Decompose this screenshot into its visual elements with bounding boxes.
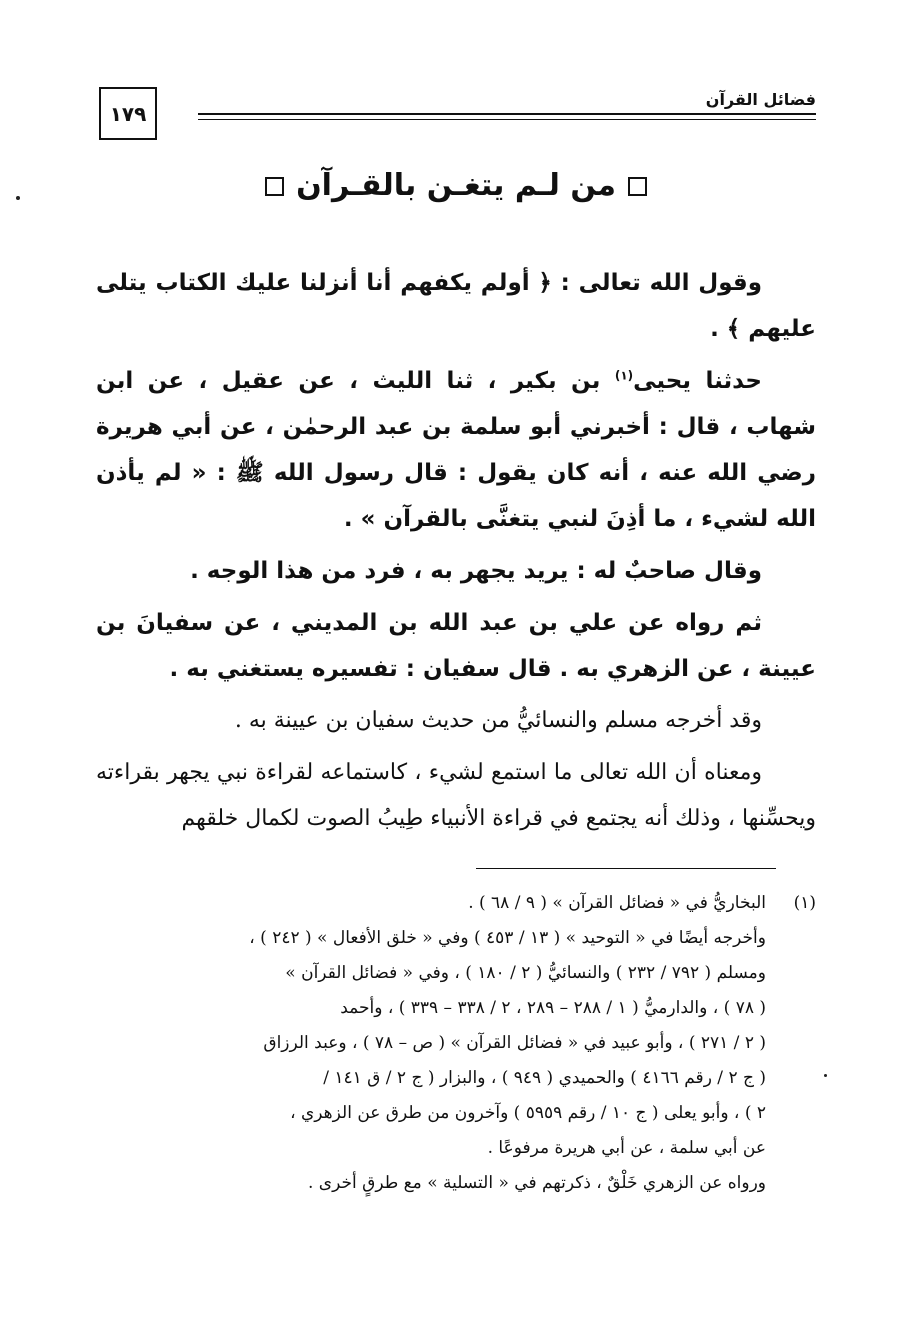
page-header — [96, 80, 816, 146]
chapter-heading — [96, 168, 816, 203]
footnote-line: عن أبي سلمة ، عن أبي هريرة مرفوعًا . — [487, 1138, 766, 1158]
page-number-box — [99, 87, 157, 140]
paragraph-meaning: ومعناه أن الله تعالى ما استمع لشيء ، كاستماعه لقراءة نبي يجهر بقراءته ويحسِّنها ، وذلك أنه يجتمع في قراءة الأنبياء طِيبُ الصوت لكمال خلقهم — [96, 760, 816, 831]
footnote-separator — [476, 868, 776, 869]
square-ornament-icon — [628, 177, 647, 196]
stray-dot — [824, 1074, 827, 1077]
paragraph-hadith — [96, 358, 816, 542]
footnote-line: ورواه عن الزهري خَلْقٌ ، ذكرتهم في « التسلية » مع طرقٍ أخرى . — [308, 1173, 766, 1193]
footnote-line: ( ج ٢ / رقم ٤١٦٦ ) والحميدي ( ٩٤٩ ) ، والبزار ( ج ٢ / ق ١٤١ / — [323, 1068, 766, 1088]
main-text — [96, 260, 816, 848]
footnote-line: ( ٧٨ ) ، والدارميُّ ( ١ / ٢٨٨ – ٢٨٩ ، ٢ / ٣٣٨ – ٣٣٩ ) ، وأحمد — [340, 998, 766, 1018]
hadith-text-rest: بن بكير ، ثنا الليث ، عن عقيل ، عن ابن شهاب ، قال : أخبرني أبو سلمة بن عبد الرحمٰن ، عن أبي هريرة رضي الله عنه ، أنه كان يقول : قال رسول الله ﷺ : « لم يأذن الله لشيء ، ما أذِنَ لنبي يتغنَّى بالقرآن » . — [96, 368, 816, 532]
running-title: فضائل القرآن — [705, 90, 816, 109]
book-page — [96, 80, 816, 1280]
paragraph-companion: وقال صاحبٌ له : يريد يجهر به ، فرد من هذا الوجه . — [190, 558, 762, 584]
paragraph-takhrij: وقد أخرجه مسلم والنسائيُّ من حديث سفيان بن عيينة به . — [234, 708, 762, 733]
footnote-line: ٢ ) ، وأبو يعلى ( ج ١٠ / رقم ٥٩٥٩ ) وآخرون من طرق عن الزهري ، — [290, 1103, 766, 1123]
page-number: ١٧٩ — [109, 101, 147, 126]
chapter-title: من لـم يتغـن بالقـرآن — [296, 168, 616, 203]
square-ornament-icon — [265, 177, 284, 196]
footnotes — [96, 886, 816, 1201]
header-rule-thin — [198, 119, 816, 120]
hadith-text-start: حدثنا يحيى — [633, 368, 762, 394]
header-rule-thick — [198, 113, 816, 115]
paragraph-second-chain: ثم رواه عن علي بن عبد الله بن المديني ، عن سفيانَ بن عيينة ، عن الزهري به . قال سفيان : تفسيره يستغني به . — [96, 610, 816, 682]
stray-dot — [16, 196, 20, 200]
footnote-marker: (١) — [793, 893, 816, 913]
footnote-text: البخاريُّ في « فضائل القرآن » ( ٩ / ٦٨ ) . — [468, 893, 766, 913]
footnote-line: ومسلم ( ٧٩٢ / ٢٣٢ ) والنسائيُّ ( ٢ / ١٨٠ ) ، وفي « فضائل القرآن » — [285, 963, 766, 983]
footnote-line — [96, 886, 816, 921]
paragraph-verse: وقول الله تعالى : ﴿ أولم يكفهم أنا أنزلنا عليك الكتاب يتلى عليهم ﴾ . — [96, 270, 816, 342]
footnote-reference: (١) — [614, 368, 634, 383]
footnote-line: ( ٢ / ٢٧١ ) ، وأبو عبيد في « فضائل القرآن » ( ص – ٧٨ ) ، وعبد الرزاق — [263, 1033, 766, 1053]
footnote-line: وأخرجه أيضًا في « التوحيد » ( ١٣ / ٤٥٣ ) وفي « خلق الأفعال » ( ٢٤٢ ) ، — [249, 928, 766, 948]
